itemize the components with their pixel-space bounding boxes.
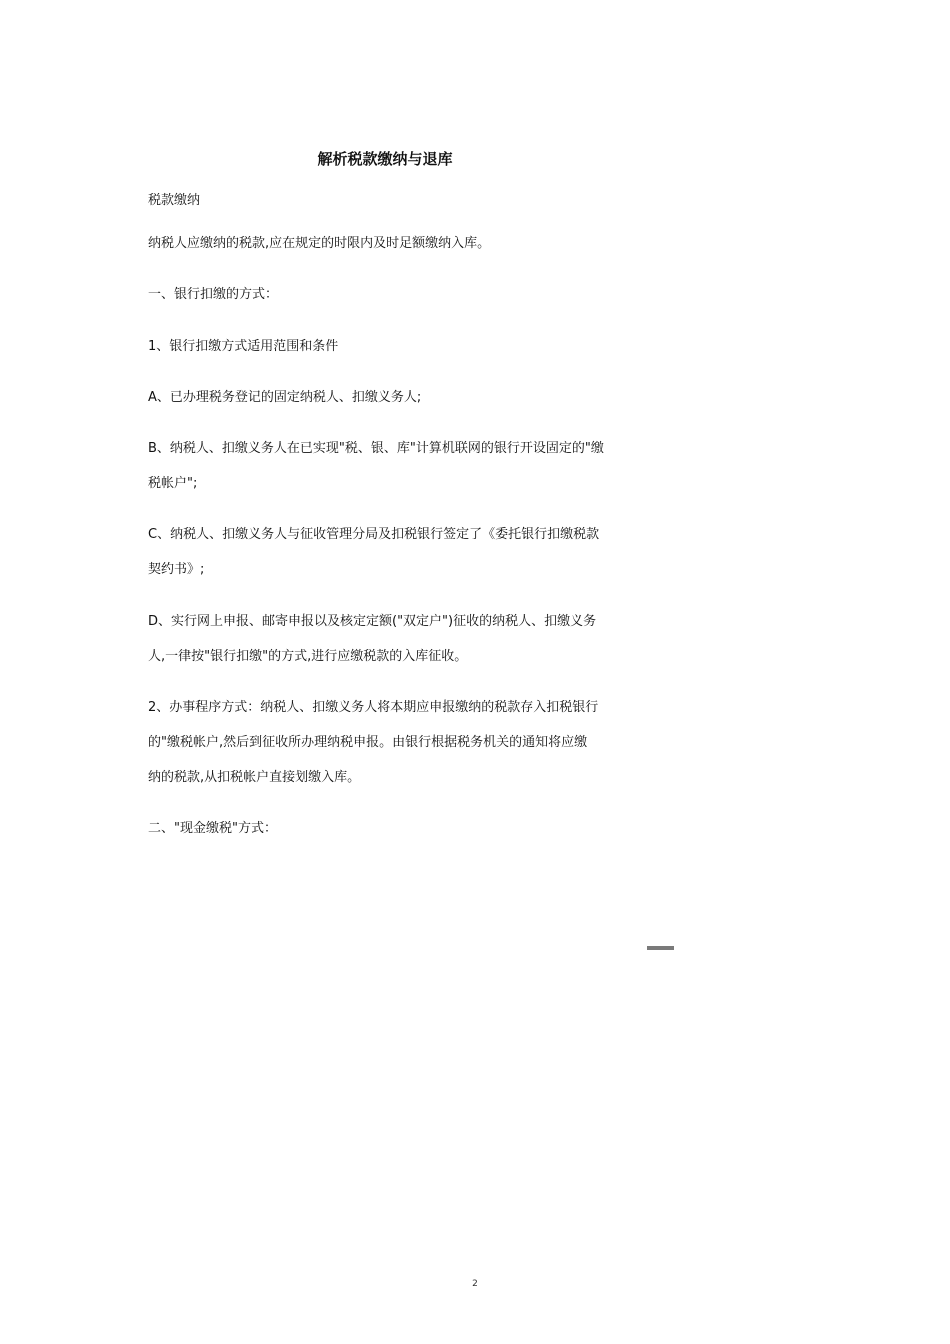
intro-paragraph: 纳税人应缴纳的税款,应在规定的时限内及时足额缴纳入库。 bbox=[148, 236, 491, 251]
condition-d-line-1: D、实行网上申报、邮寄申报以及核定定额("双定户")征收的纳税人、扣缴义务 bbox=[148, 614, 597, 629]
section-1-heading: 一、银行扣缴的方式： bbox=[148, 287, 279, 302]
item-1-heading: 1、银行扣缴方式适用范围和条件 bbox=[148, 339, 339, 354]
document-title: 解析税款缴纳与退库 bbox=[317, 150, 453, 168]
condition-d-line-2: 人,一律按"银行扣缴"的方式,进行应缴税款的入库征收。 bbox=[148, 649, 468, 664]
condition-b-line-1: B、纳税人、扣缴义务人在已实现"税、银、库"计算机联网的银行开设固定的"缴 bbox=[148, 441, 604, 456]
condition-c-line-1: C、纳税人、扣缴义务人与征收管理分局及扣税银行签定了《委托银行扣缴税款 bbox=[148, 527, 600, 542]
item-2-line-3: 纳的税款,从扣税帐户直接划缴入库。 bbox=[148, 770, 361, 785]
item-2-line-1: 2、办事程序方式：纳税人、扣缴义务人将本期应申报缴纳的税款存入扣税银行 bbox=[148, 700, 599, 715]
page-number: 2 bbox=[472, 1279, 478, 1289]
section-2-heading: 二、"现金缴税"方式： bbox=[148, 821, 277, 836]
dash-mark bbox=[647, 946, 674, 950]
condition-c-line-2: 契约书》; bbox=[148, 562, 205, 577]
item-2-line-2: 的"缴税帐户,然后到征收所办理纳税申报。由银行根据税务机关的通知将应缴 bbox=[148, 735, 588, 750]
condition-b-line-2: 税帐户"; bbox=[148, 476, 198, 491]
condition-a: A、已办理税务登记的固定纳税人、扣缴义务人; bbox=[148, 390, 422, 405]
subheading: 税款缴纳 bbox=[148, 193, 201, 208]
